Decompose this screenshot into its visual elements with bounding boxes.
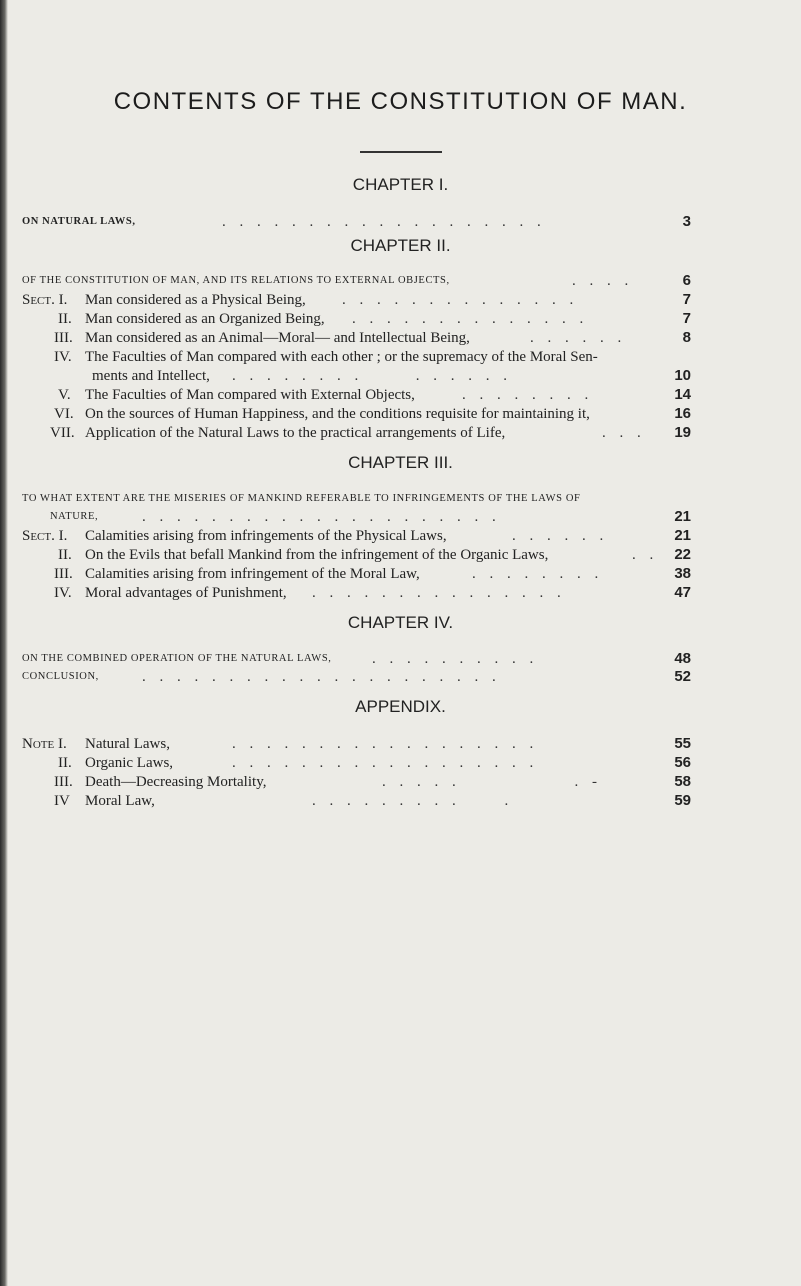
toc-entry-note-1[interactable] [0, 734, 801, 754]
toc-entry-constitution-of-man[interactable] [0, 271, 801, 291]
entry-label: Moral Law, [85, 793, 155, 809]
leader-dots: . . . . . . - [382, 774, 602, 790]
entry-label: On the sources of Human Happiness, and the conditions requisite for maintaining it, [85, 406, 590, 422]
section-number: III. [54, 330, 73, 346]
leader-dots: . . . . . . [512, 528, 609, 544]
toc-entry-ch3-sect-4[interactable] [0, 583, 801, 603]
toc-entry-ch3-sect-1[interactable] [0, 526, 801, 546]
entry-label: OF THE CONSTITUTION OF MAN, AND ITS RELATIONS TO EXTERNAL OBJECTS, [22, 275, 450, 286]
toc-entry-sect-6[interactable] [0, 404, 801, 424]
section-number: II. [58, 311, 72, 327]
chapter-1-heading: CHAPTER I. [352, 175, 449, 194]
toc-entry-note-3[interactable] [0, 772, 801, 792]
toc-entry-combined-operation[interactable] [0, 649, 801, 669]
section-number: VI. [54, 406, 74, 422]
leader-dots: . . . . . . . . . . . . . . . . . . . . . [142, 669, 501, 685]
leader-dots: . . . [602, 425, 646, 441]
entry-page: 16 [674, 405, 691, 422]
toc-entry-sect-4-cont[interactable] [0, 366, 801, 386]
entry-label: Natural Laws, [85, 736, 170, 752]
entry-page: 22 [674, 546, 691, 563]
entry-page: 6 [682, 272, 691, 289]
entry-page: 21 [674, 527, 691, 544]
entry-label: Application of the Natural Laws to the practical arrangements of Life, [85, 425, 506, 441]
toc-entry-ch3-sect-3[interactable] [0, 564, 801, 584]
appendix-heading: APPENDIX. [355, 697, 446, 716]
entry-page: 7 [682, 291, 691, 308]
leader-dots: . . . . . . . . . . [312, 793, 514, 809]
section-number: IV. [54, 585, 72, 601]
entry-page: 59 [674, 792, 691, 809]
toc-entry-sect-4[interactable] [0, 347, 801, 367]
entry-page: 21 [674, 508, 691, 525]
entry-label: ON NATURAL LAWS, [22, 216, 136, 227]
entry-page: 48 [674, 650, 691, 667]
entry-page: 56 [674, 754, 691, 771]
entry-label: Calamities arising from infringement of the Moral Law, [85, 566, 420, 582]
chapter-3-heading: CHAPTER III. [348, 453, 453, 472]
entry-label: Man considered as a Physical Being, [85, 292, 306, 308]
toc-entry-sect-2[interactable] [0, 309, 801, 329]
leader-dots: . . . . . . . . [472, 566, 604, 582]
leader-dots: . . . . . . . . [462, 387, 594, 403]
leader-dots: . . . . . . . . . . . . . . [342, 292, 579, 308]
entry-page: 47 [674, 584, 691, 601]
title-rule [360, 151, 442, 153]
section-number: Sect. I. [22, 292, 68, 308]
note-number: II. [58, 755, 72, 771]
leader-dots: . . . . . . . . . . . . . . . . . . . . . [142, 509, 501, 525]
entry-page: 7 [682, 310, 691, 327]
entry-label-continued: ments and Intellect, [92, 368, 210, 384]
section-number: III. [54, 566, 73, 582]
entry-label: The Faculties of Man compared with External Objects, [85, 387, 415, 403]
leader-dots: . . . . . . [530, 330, 627, 346]
entry-label: Man considered as an Animal—Moral— and Intellectual Being, [85, 330, 470, 346]
leader-dots: . . . . . . . . . . [372, 651, 539, 667]
leader-dots: . . . . . . . . . . . . . . . [312, 585, 566, 601]
entry-label: On the Evils that befall Mankind from the infringement of the Organic Laws, [85, 547, 549, 563]
toc-entry-sect-7[interactable] [0, 423, 801, 443]
toc-entry-sect-5[interactable] [0, 385, 801, 405]
toc-entry-sect-1[interactable] [0, 290, 801, 310]
toc-entry-natural-laws[interactable] [0, 212, 801, 232]
section-number: VII. [50, 425, 75, 441]
note-number: Note I. [22, 736, 67, 752]
entry-page: 55 [674, 735, 691, 752]
entry-label: Calamities arising from infringements of the Physical Laws, [85, 528, 447, 544]
leader-dots: . . . . . . . . . . . . . . . . . . . [222, 214, 546, 230]
toc-entry-miseries-cont[interactable] [0, 507, 801, 527]
section-number: II. [58, 547, 72, 563]
toc-entry-note-2[interactable] [0, 753, 801, 773]
leader-dots: . . . . . . . . . . . . . . . . . . [232, 755, 539, 771]
entry-page: 58 [674, 773, 691, 790]
toc-entry-miseries-of-mankind[interactable] [0, 489, 801, 509]
entry-page: 19 [674, 424, 691, 441]
chapter-4-heading: CHAPTER IV. [347, 613, 454, 632]
entry-label: Organic Laws, [85, 755, 174, 771]
entry-label: ON THE COMBINED OPERATION OF THE NATURAL LAWS, [22, 653, 332, 664]
toc-entry-sect-3[interactable] [0, 328, 801, 348]
section-number: Sect. I. [22, 528, 68, 544]
leader-dots: . . . . [572, 273, 634, 289]
section-number: IV. [54, 349, 72, 365]
entry-page: 10 [674, 367, 691, 384]
entry-label: Death—Decreasing Mortality, [85, 774, 267, 790]
entry-label: Man considered as an Organized Being, [85, 311, 325, 327]
entry-label: Moral advantages of Punishment, [85, 585, 287, 601]
section-number: V. [58, 387, 71, 403]
toc-entry-conclusion[interactable] [0, 667, 801, 687]
entry-page: 38 [674, 565, 691, 582]
leader-dots: . . . . . . . . . . . . . . [352, 311, 589, 327]
chapter-2-heading: CHAPTER II. [350, 236, 451, 255]
entry-label: CONCLUSION, [22, 671, 99, 682]
entry-label: The Faculties of Man compared with each other ; or the supremacy of the Moral Sen- [85, 349, 598, 365]
note-number: IV [54, 793, 70, 809]
entry-label: TO WHAT EXTENT ARE THE MISERIES OF MANKIND REFERABLE TO INFRINGEMENTS OF THE LAWS OF [22, 493, 581, 504]
entry-label-continued: NATURE, [50, 511, 99, 522]
entry-page: 3 [682, 213, 691, 230]
toc-entry-note-4[interactable] [0, 791, 801, 811]
leader-dots: . . [632, 547, 659, 563]
leader-dots: . . . . . . . . . . . . . . . . . . [232, 736, 539, 752]
entry-page: 52 [674, 668, 691, 685]
toc-entry-ch3-sect-2[interactable] [0, 545, 801, 565]
entry-page: 14 [674, 386, 691, 403]
page-title: CONTENTS OF THE CONSTITUTION OF MAN. [113, 88, 688, 115]
leader-dots: . . . . . . . . . . . . . . [232, 368, 512, 384]
note-number: III. [54, 774, 73, 790]
entry-page: 8 [682, 329, 691, 346]
